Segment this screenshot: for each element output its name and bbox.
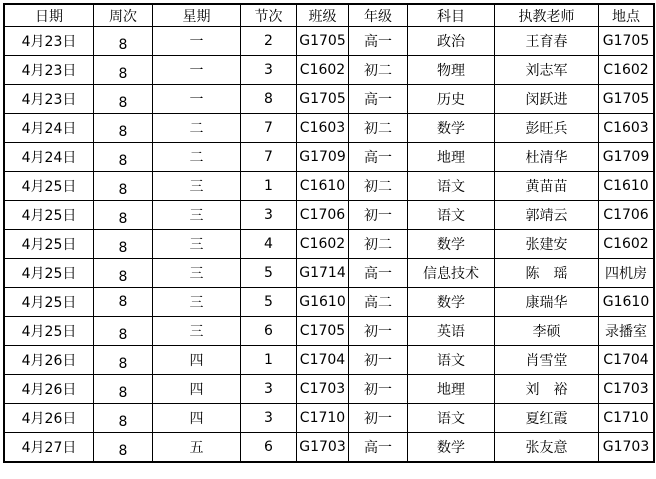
cell-subject-text: 数学 xyxy=(437,237,465,253)
cell-location-text: C1710 xyxy=(603,410,649,426)
table-row xyxy=(4,85,654,114)
cell-location-text: G1705 xyxy=(602,33,650,49)
cell-date xyxy=(4,172,94,201)
cell-period-text: 1 xyxy=(264,352,273,368)
cell-location-text: C1704 xyxy=(603,352,649,368)
cell-grade xyxy=(349,259,408,288)
cell-week xyxy=(94,201,153,230)
cell-period xyxy=(241,317,297,346)
cell-date xyxy=(4,201,94,230)
cell-location xyxy=(599,56,655,85)
cell-subject xyxy=(408,259,495,288)
cell-day xyxy=(153,288,241,317)
table-row xyxy=(4,230,654,259)
cell-period xyxy=(241,288,297,317)
cell-teacher xyxy=(495,230,599,259)
cell-date xyxy=(4,259,94,288)
cell-subject xyxy=(408,85,495,114)
cell-subject-text: 数学 xyxy=(437,121,465,137)
cell-day xyxy=(153,85,241,114)
cell-period xyxy=(241,230,297,259)
cell-subject xyxy=(408,201,495,230)
cell-week xyxy=(94,288,153,317)
cell-week-text: 8 xyxy=(118,182,128,198)
cell-week-text: 8 xyxy=(118,294,128,310)
cell-week xyxy=(94,259,153,288)
cell-day xyxy=(153,433,241,463)
cell-subject xyxy=(408,346,495,375)
cell-subject xyxy=(408,143,495,172)
cell-period xyxy=(241,56,297,85)
cell-date xyxy=(4,56,94,85)
cell-grade-text: 高二 xyxy=(364,295,392,311)
cell-week xyxy=(94,27,153,56)
cell-subject-text: 数学 xyxy=(437,440,465,456)
cell-class-text: G1703 xyxy=(299,439,346,455)
cell-subject xyxy=(408,114,495,143)
cell-period-text: 6 xyxy=(264,439,273,455)
column-header-class: 班级 xyxy=(297,4,349,27)
cell-teacher xyxy=(495,56,599,85)
cell-date-text: 4月25日 xyxy=(21,295,77,311)
cell-class xyxy=(297,288,349,317)
cell-teacher-text: 张友意 xyxy=(525,440,568,456)
cell-grade xyxy=(349,346,408,375)
cell-date-text: 4月26日 xyxy=(21,382,77,398)
cell-day xyxy=(153,317,241,346)
cell-grade-text: 初一 xyxy=(364,411,392,427)
cell-subject xyxy=(408,433,495,463)
cell-day-text: 三 xyxy=(189,237,204,253)
cell-subject xyxy=(408,230,495,259)
column-header-date: 日期 xyxy=(4,4,94,27)
cell-location xyxy=(599,172,655,201)
cell-class xyxy=(297,404,349,433)
cell-class xyxy=(297,85,349,114)
cell-class-text: G1610 xyxy=(299,294,346,310)
cell-day-text: 二 xyxy=(189,150,204,166)
cell-teacher-text: 闵跃进 xyxy=(525,92,568,108)
cell-teacher xyxy=(495,404,599,433)
table-row xyxy=(4,375,654,404)
cell-class xyxy=(297,230,349,259)
cell-week xyxy=(94,85,153,114)
cell-date-text: 4月27日 xyxy=(21,440,77,456)
cell-class-text: G1705 xyxy=(299,33,346,49)
cell-week-text: 8 xyxy=(118,37,128,53)
cell-grade-text: 初二 xyxy=(364,237,392,253)
cell-week-text: 8 xyxy=(118,95,128,111)
cell-location-text: C1602 xyxy=(603,236,649,252)
cell-grade-text: 初二 xyxy=(364,179,392,195)
cell-grade xyxy=(349,143,408,172)
cell-period-text: 6 xyxy=(264,323,273,339)
column-header-week: 周次 xyxy=(94,4,153,27)
cell-location xyxy=(599,85,655,114)
cell-grade-text: 高一 xyxy=(364,440,392,456)
cell-teacher-text: 彭旺兵 xyxy=(525,121,568,137)
table-row xyxy=(4,433,654,463)
cell-location xyxy=(599,143,655,172)
cell-teacher xyxy=(495,201,599,230)
cell-subject xyxy=(408,172,495,201)
cell-day xyxy=(153,346,241,375)
cell-grade xyxy=(349,114,408,143)
cell-teacher xyxy=(495,172,599,201)
cell-week-text: 8 xyxy=(118,153,128,169)
cell-week xyxy=(94,56,153,85)
cell-period xyxy=(241,433,297,463)
cell-week xyxy=(94,172,153,201)
cell-week-text: 8 xyxy=(118,124,128,140)
cell-subject-text: 历史 xyxy=(437,92,465,108)
cell-subject xyxy=(408,404,495,433)
cell-grade xyxy=(349,230,408,259)
cell-location xyxy=(599,201,655,230)
cell-period xyxy=(241,85,297,114)
cell-week xyxy=(94,143,153,172)
cell-class xyxy=(297,27,349,56)
cell-grade-text: 初二 xyxy=(364,63,392,79)
cell-day-text: 三 xyxy=(189,266,204,282)
cell-date xyxy=(4,85,94,114)
cell-subject-text: 数学 xyxy=(437,295,465,311)
cell-week-text: 8 xyxy=(118,269,128,285)
cell-location-text: C1706 xyxy=(603,207,649,223)
cell-grade-text: 高一 xyxy=(364,150,392,166)
cell-subject xyxy=(408,317,495,346)
column-header-grade: 年级 xyxy=(349,4,408,27)
cell-teacher-text: 张建安 xyxy=(525,237,568,253)
cell-subject-text: 地理 xyxy=(437,150,465,166)
cell-date xyxy=(4,114,94,143)
cell-day-text: 一 xyxy=(189,92,204,108)
cell-subject xyxy=(408,27,495,56)
cell-teacher xyxy=(495,346,599,375)
cell-subject xyxy=(408,56,495,85)
cell-period-text: 1 xyxy=(264,178,273,194)
cell-class xyxy=(297,201,349,230)
cell-date xyxy=(4,375,94,404)
cell-class xyxy=(297,143,349,172)
cell-subject xyxy=(408,375,495,404)
cell-day-text: 三 xyxy=(189,295,204,311)
table-body xyxy=(4,27,654,463)
cell-teacher-text: 夏红霞 xyxy=(525,411,568,427)
cell-day xyxy=(153,404,241,433)
cell-date xyxy=(4,143,94,172)
cell-class xyxy=(297,346,349,375)
cell-class-text: C1704 xyxy=(299,352,346,368)
cell-date-text: 4月25日 xyxy=(21,266,77,282)
cell-day xyxy=(153,114,241,143)
cell-grade xyxy=(349,85,408,114)
cell-grade xyxy=(349,433,408,463)
cell-class-text: G1705 xyxy=(299,91,346,107)
cell-teacher-text: 刘志军 xyxy=(525,63,568,79)
cell-date-text: 4月24日 xyxy=(21,121,77,137)
cell-period-text: 5 xyxy=(264,265,273,281)
cell-day xyxy=(153,375,241,404)
cell-period xyxy=(241,172,297,201)
column-header-subject: 科目 xyxy=(408,4,495,27)
cell-period-text: 3 xyxy=(264,410,273,426)
cell-period-text: 2 xyxy=(264,33,273,49)
cell-location xyxy=(599,230,655,259)
cell-grade xyxy=(349,27,408,56)
cell-class-text: G1709 xyxy=(299,149,346,165)
cell-period-text: 3 xyxy=(264,207,273,223)
cell-day-text: 四 xyxy=(189,382,204,398)
cell-grade-text: 初一 xyxy=(364,382,392,398)
cell-class-text: C1602 xyxy=(299,62,346,78)
cell-day xyxy=(153,259,241,288)
cell-period-text: 8 xyxy=(264,91,273,107)
cell-week-text: 8 xyxy=(118,66,128,82)
cell-location xyxy=(599,27,655,56)
cell-week xyxy=(94,230,153,259)
cell-date xyxy=(4,27,94,56)
cell-teacher-text: 刘 裕 xyxy=(525,382,568,398)
cell-date xyxy=(4,404,94,433)
cell-period-text: 7 xyxy=(264,120,273,136)
cell-date xyxy=(4,346,94,375)
cell-date-text: 4月23日 xyxy=(21,92,77,108)
cell-location-text: G1703 xyxy=(602,439,650,455)
cell-period xyxy=(241,346,297,375)
table-row xyxy=(4,201,654,230)
cell-day xyxy=(153,201,241,230)
cell-teacher xyxy=(495,27,599,56)
cell-location-text: C1610 xyxy=(603,178,649,194)
cell-grade xyxy=(349,404,408,433)
cell-subject-text: 语文 xyxy=(437,179,465,195)
cell-teacher-text: 郭靖云 xyxy=(525,208,568,224)
cell-grade xyxy=(349,288,408,317)
cell-class xyxy=(297,172,349,201)
column-header-location: 地点 xyxy=(599,4,655,27)
cell-week-text: 8 xyxy=(118,356,128,372)
column-header-day: 星期 xyxy=(153,4,241,27)
cell-location-text: 录播室 xyxy=(605,324,647,340)
cell-grade-text: 高一 xyxy=(364,92,392,108)
cell-class xyxy=(297,259,349,288)
cell-day-text: 五 xyxy=(189,440,204,456)
cell-teacher-text: 陈 瑶 xyxy=(525,266,568,282)
cell-teacher-text: 康瑞华 xyxy=(525,295,568,311)
cell-date-text: 4月25日 xyxy=(21,179,77,195)
cell-teacher xyxy=(495,317,599,346)
cell-day xyxy=(153,230,241,259)
cell-week-text: 8 xyxy=(118,414,128,430)
cell-week xyxy=(94,433,153,463)
cell-subject-text: 物理 xyxy=(437,63,465,79)
cell-period-text: 7 xyxy=(264,149,273,165)
cell-grade xyxy=(349,172,408,201)
cell-date-text: 4月23日 xyxy=(21,63,77,79)
cell-grade xyxy=(349,56,408,85)
table-row xyxy=(4,404,654,433)
cell-location-text: G1705 xyxy=(602,91,650,107)
cell-class xyxy=(297,375,349,404)
cell-day-text: 三 xyxy=(189,324,204,340)
cell-date xyxy=(4,288,94,317)
cell-teacher xyxy=(495,143,599,172)
cell-period xyxy=(241,375,297,404)
cell-date xyxy=(4,230,94,259)
cell-teacher xyxy=(495,433,599,463)
cell-class-text: C1710 xyxy=(299,410,346,426)
cell-day-text: 四 xyxy=(189,411,204,427)
cell-date-text: 4月23日 xyxy=(21,34,77,50)
cell-teacher-text: 王育春 xyxy=(525,34,568,50)
cell-period xyxy=(241,259,297,288)
cell-date-text: 4月24日 xyxy=(21,150,77,166)
cell-class-text: C1603 xyxy=(299,120,346,136)
cell-class-text: C1610 xyxy=(299,178,346,194)
cell-day xyxy=(153,27,241,56)
cell-location-text: C1703 xyxy=(603,381,649,397)
cell-subject xyxy=(408,288,495,317)
cell-grade xyxy=(349,317,408,346)
table-row xyxy=(4,172,654,201)
column-header-teacher: 执教老师 xyxy=(495,4,599,27)
cell-class-text: G1714 xyxy=(299,265,346,281)
cell-teacher xyxy=(495,85,599,114)
cell-day xyxy=(153,172,241,201)
cell-grade-text: 初一 xyxy=(364,208,392,224)
cell-date-text: 4月26日 xyxy=(21,353,77,369)
cell-week xyxy=(94,375,153,404)
cell-location-text: 四机房 xyxy=(605,266,647,282)
cell-week-text: 8 xyxy=(118,327,128,343)
cell-grade-text: 高一 xyxy=(364,34,392,50)
cell-subject-text: 英语 xyxy=(437,324,465,340)
cell-grade xyxy=(349,375,408,404)
cell-date xyxy=(4,433,94,463)
cell-period-text: 4 xyxy=(264,236,273,252)
cell-subject-text: 语文 xyxy=(437,208,465,224)
cell-location xyxy=(599,375,655,404)
cell-grade-text: 高一 xyxy=(364,266,392,282)
header-row xyxy=(4,4,654,27)
cell-class-text: C1706 xyxy=(299,207,346,223)
cell-location xyxy=(599,433,655,463)
cell-location xyxy=(599,114,655,143)
table-row xyxy=(4,27,654,56)
cell-week-text: 8 xyxy=(118,211,128,227)
cell-class-text: C1602 xyxy=(299,236,346,252)
cell-period-text: 5 xyxy=(264,294,273,310)
cell-grade-text: 初一 xyxy=(364,353,392,369)
cell-location xyxy=(599,288,655,317)
cell-day-text: 三 xyxy=(189,208,204,224)
cell-class xyxy=(297,114,349,143)
cell-teacher xyxy=(495,114,599,143)
schedule-sheet xyxy=(3,3,655,463)
cell-week xyxy=(94,346,153,375)
cell-day-text: 一 xyxy=(189,63,204,79)
cell-date xyxy=(4,317,94,346)
cell-grade-text: 初一 xyxy=(364,324,392,340)
cell-week xyxy=(94,404,153,433)
cell-location-text: C1602 xyxy=(603,62,649,78)
cell-day-text: 二 xyxy=(189,121,204,137)
cell-subject-text: 政治 xyxy=(437,34,465,50)
cell-location xyxy=(599,317,655,346)
cell-period xyxy=(241,201,297,230)
cell-week-text: 8 xyxy=(118,240,128,256)
cell-subject-text: 信息技术 xyxy=(423,266,479,282)
cell-teacher-text: 肖雪堂 xyxy=(525,353,568,369)
cell-class-text: C1703 xyxy=(299,381,346,397)
cell-teacher-text: 杜清华 xyxy=(525,150,568,166)
table-row xyxy=(4,346,654,375)
cell-location-text: C1603 xyxy=(603,120,649,136)
column-header-period: 节次 xyxy=(241,4,297,27)
cell-location xyxy=(599,259,655,288)
table-row xyxy=(4,259,654,288)
cell-teacher-text: 李硕 xyxy=(532,324,561,340)
cell-grade-text: 初二 xyxy=(364,121,392,137)
cell-period xyxy=(241,27,297,56)
cell-date-text: 4月25日 xyxy=(21,208,77,224)
cell-class xyxy=(297,56,349,85)
cell-date-text: 4月25日 xyxy=(21,324,77,340)
cell-teacher xyxy=(495,259,599,288)
cell-day xyxy=(153,56,241,85)
cell-subject-text: 语文 xyxy=(437,353,465,369)
cell-day-text: 三 xyxy=(189,179,204,195)
cell-location-text: G1610 xyxy=(602,294,650,310)
cell-subject-text: 地理 xyxy=(437,382,465,398)
cell-week xyxy=(94,317,153,346)
cell-period xyxy=(241,143,297,172)
cell-subject-text: 语文 xyxy=(437,411,465,427)
cell-grade xyxy=(349,201,408,230)
cell-teacher xyxy=(495,288,599,317)
cell-class xyxy=(297,433,349,463)
cell-teacher-text: 黄苗苗 xyxy=(525,179,568,195)
cell-period-text: 3 xyxy=(264,62,273,78)
table-row xyxy=(4,317,654,346)
cell-period xyxy=(241,114,297,143)
cell-week-text: 8 xyxy=(118,443,128,459)
cell-location xyxy=(599,404,655,433)
table-row xyxy=(4,114,654,143)
class-schedule-table xyxy=(3,3,655,463)
cell-day-text: 四 xyxy=(189,353,204,369)
table-row xyxy=(4,56,654,85)
cell-class-text: C1705 xyxy=(299,323,346,339)
cell-teacher xyxy=(495,375,599,404)
cell-week-text: 8 xyxy=(118,385,128,401)
cell-location xyxy=(599,346,655,375)
cell-period xyxy=(241,404,297,433)
cell-day xyxy=(153,143,241,172)
cell-day-text: 一 xyxy=(189,34,204,50)
cell-location-text: G1709 xyxy=(602,149,650,165)
table-row xyxy=(4,143,654,172)
cell-class xyxy=(297,317,349,346)
cell-week xyxy=(94,114,153,143)
cell-date-text: 4月26日 xyxy=(21,411,77,427)
cell-period-text: 3 xyxy=(264,381,273,397)
table-row xyxy=(4,288,654,317)
cell-date-text: 4月25日 xyxy=(21,237,77,253)
